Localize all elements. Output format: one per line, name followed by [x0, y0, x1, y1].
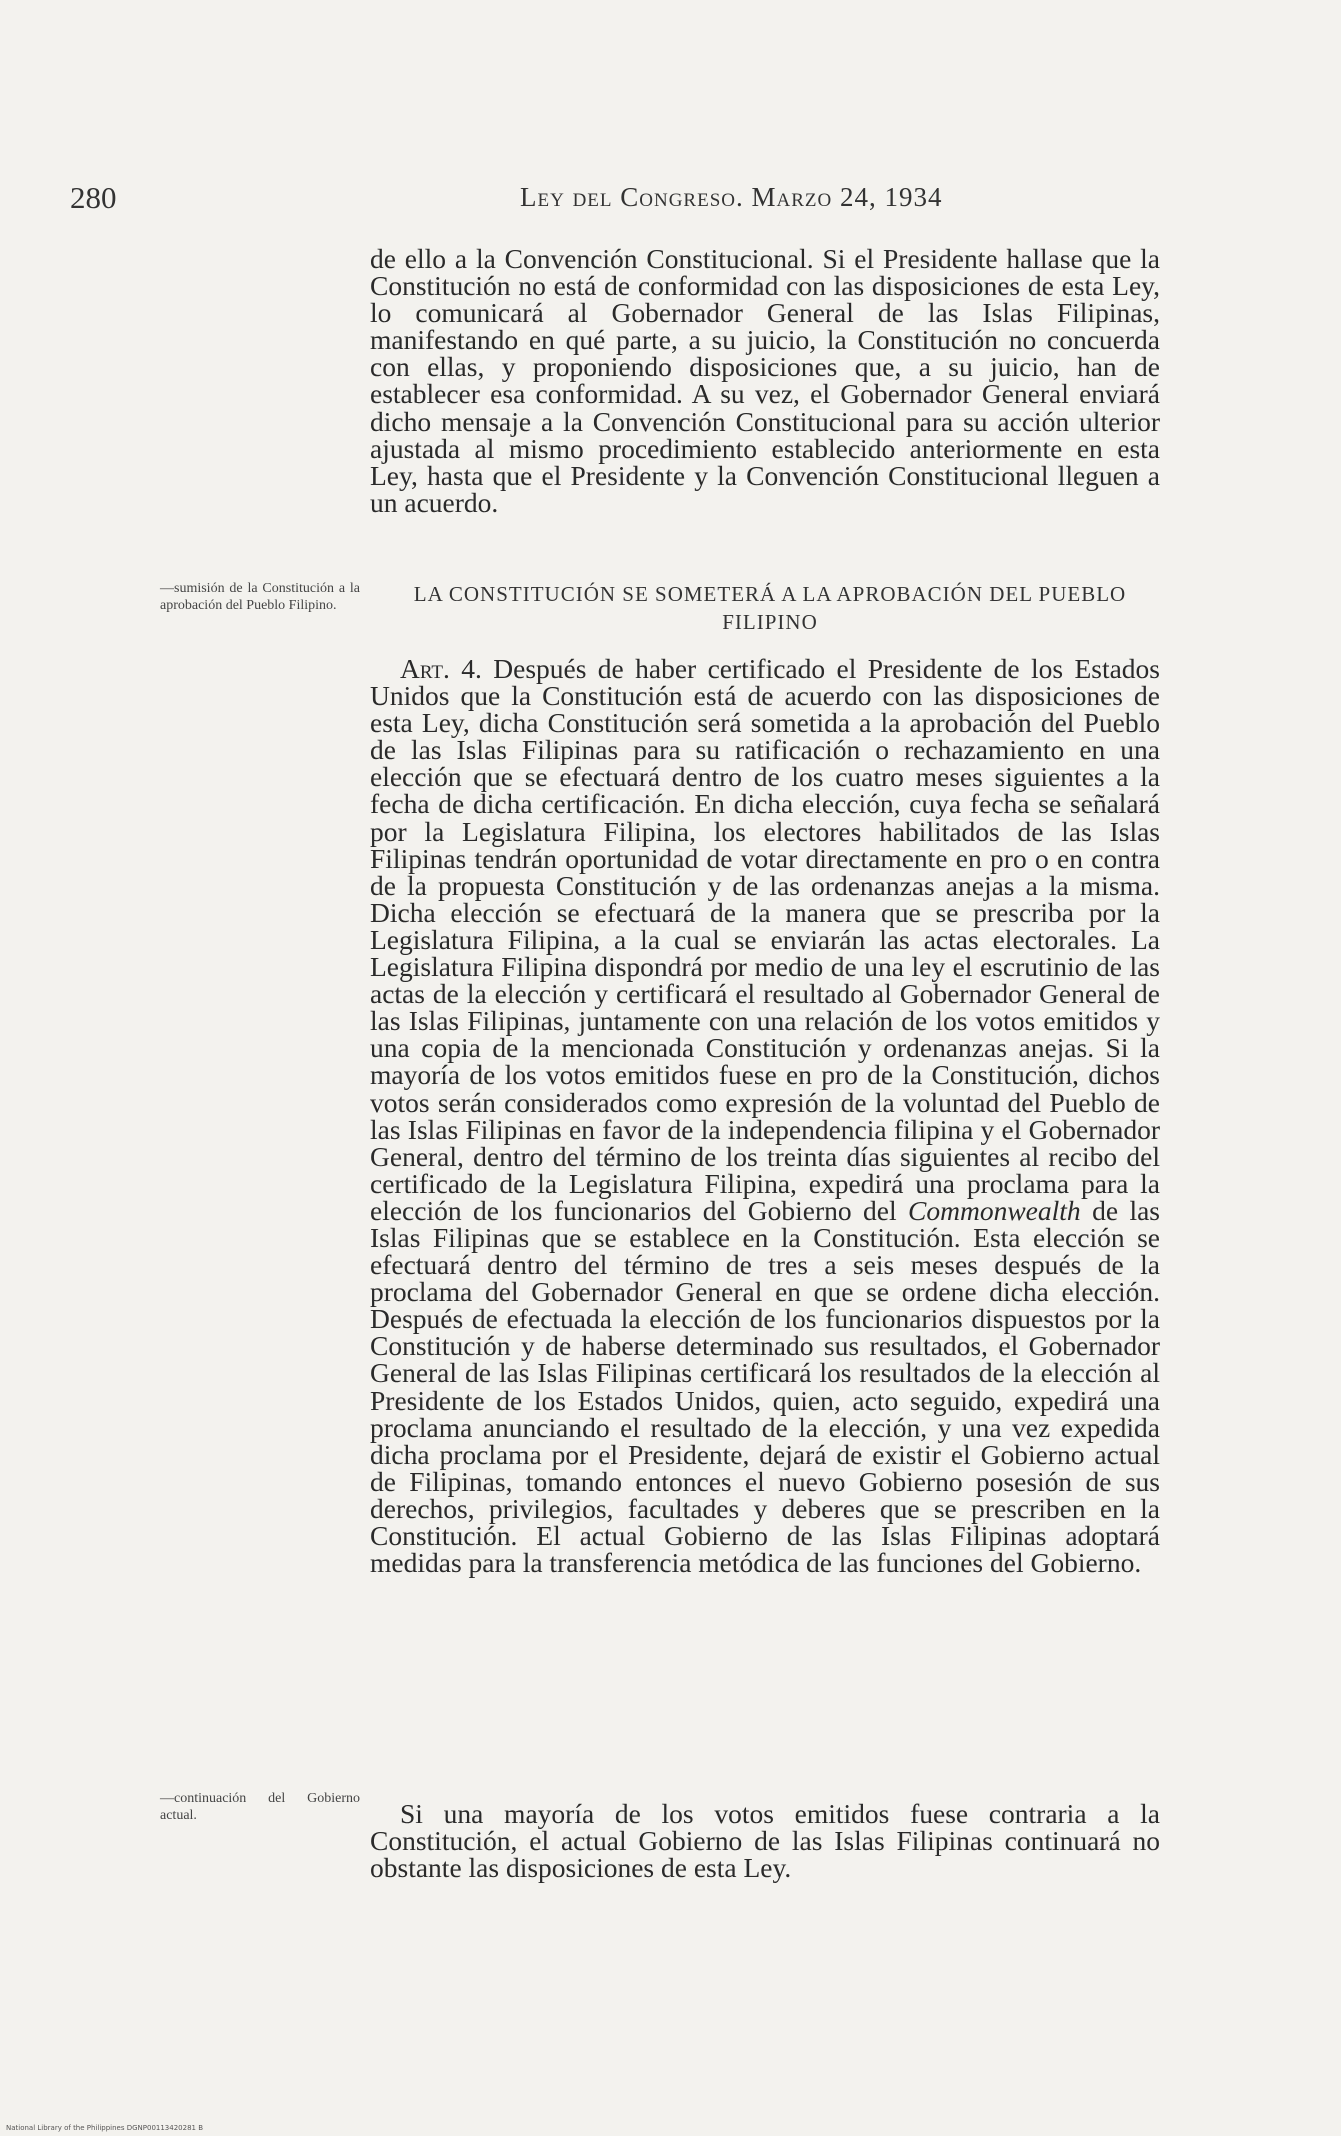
margin-note-submission: —sumisión de la Constitución a la aprobación del Pueblo Filipino. — [160, 581, 360, 613]
article-4-label: Art. 4. — [400, 653, 482, 684]
section-heading: LA CONSTITUCIÓN SE SOMETERÁ A LA APROBACIÓN DEL PUEBLO FILIPINO — [413, 582, 1127, 634]
paragraph-intro-text: de ello a la Convención Constitucional. Si el Presidente hallase que la Constitución no está de conformidad con las disposiciones de esta Ley, lo comunicará al Gobernador General de las Islas Filipinas, manifestando en qué parte, a su juicio, la Constitución no concuerda con ellas, y proponiendo disposiciones que, a su juicio, han de establecer esa conformidad. A su vez, el Gobernador General enviará dicho mensaje a la Convención Constitucional para su acción ulterior ajustada al mismo procedimiento establecido anteriormente en esta Ley, hasta que el Presidente y la Convención Constitucional lleguen a un acuerdo. — [370, 243, 1160, 518]
running-head: Ley del Congreso. Marzo 24, 1934 — [520, 182, 943, 212]
article-4-text-part-2: de las Islas Filipinas que se establece en la Constitución. Esta elección se efectuará dentro del término de tres a seis meses después de la proclama del Gobernador General en que se ordene dicha elección. Después de efectuada la elección de los funcionarios dispuestos por la Constitución y de haberse determinado sus resultados, el Gobernador General de las Islas Filipinas certificará los resultados de la elección al Presidente de los Estados Unidos, quien, acto seguido, expedirá una proclama anunciando el resultado de la elección, y una vez expedida dicha proclama por el Presidente, dejará de existir el Gobierno actual de Filipinas, tomando entonces el nuevo Gobierno posesión de sus derechos, privilegios, facultades y deberes que se prescriben en la Constitución. El actual Gobierno de las Islas Filipinas adoptará medidas para la transferencia metódica de las funciones del Gobierno. — [370, 1194, 1160, 1579]
paragraph-final-text: Si una mayoría de los votos emitidos fuese contraria a la Constitución, el actual Gobierno de las Islas Filipinas continuará no obstante las disposiciones de esta Ley. — [370, 1798, 1160, 1884]
paragraph-article-4 — [370, 653, 1160, 1579]
margin-note-continuation: —continuación del Gobierno actual. — [160, 1791, 360, 1823]
article-4-italic-term: Commonwealth — [908, 1194, 1081, 1226]
paragraph-intro — [370, 245, 1160, 516]
page-header — [70, 180, 1160, 224]
paragraph-final — [370, 1798, 1160, 1884]
article-4-text-part-1: Después de haber certificado el Presidente de los Estados Unidos que la Constitución está de acuerdo con las disposiciones de esta Ley, dicha Constitución será sometida a la aprobación del Pueblo de las Islas Filipinas para su ratificación o rechazamiento en una elección que se efectuará dentro de los cuatro meses siguientes a la fecha de dicha certificación. En dicha elección, cuya fecha se señalará por la Legislatura Filipina, los electores habilitados de las Islas Filipinas tendrán oportunidad de votar directamente en pro o en contra de la propuesta Constitución y de las ordenanzas anejas a la misma. Dicha elección se efectuará de la manera que se prescriba por la Legislatura Filipina, a la cual se enviarán las actas electorales. La Legislatura Filipina dispondrá por medio de una ley el escrutinio de las actas de la elección y certificará el resultado al Gobernador General de las Islas Filipinas, juntamente con una relación de los votos emitidos y una copia de la mencionada Constitución y ordenanzas anejas. Si la mayoría de los votos emitidos fuese en pro de la Constitución, dichos votos serán considerados como expresión de la voluntad del Pueblo de las Islas Filipinas en favor de la independencia filipina y el Gobernador General, dentro del término de los treinta días siguientes al recibo del certificado de la Legislatura Filipina, expedirá una proclama para la elección de los funcionarios del Gobierno del — [370, 653, 1160, 1226]
page-number: 280 — [70, 180, 117, 215]
article-4-text — [370, 653, 1160, 1579]
scan-footer: National Library of the Philippines DGNP00113420281 B — [6, 2124, 204, 2132]
